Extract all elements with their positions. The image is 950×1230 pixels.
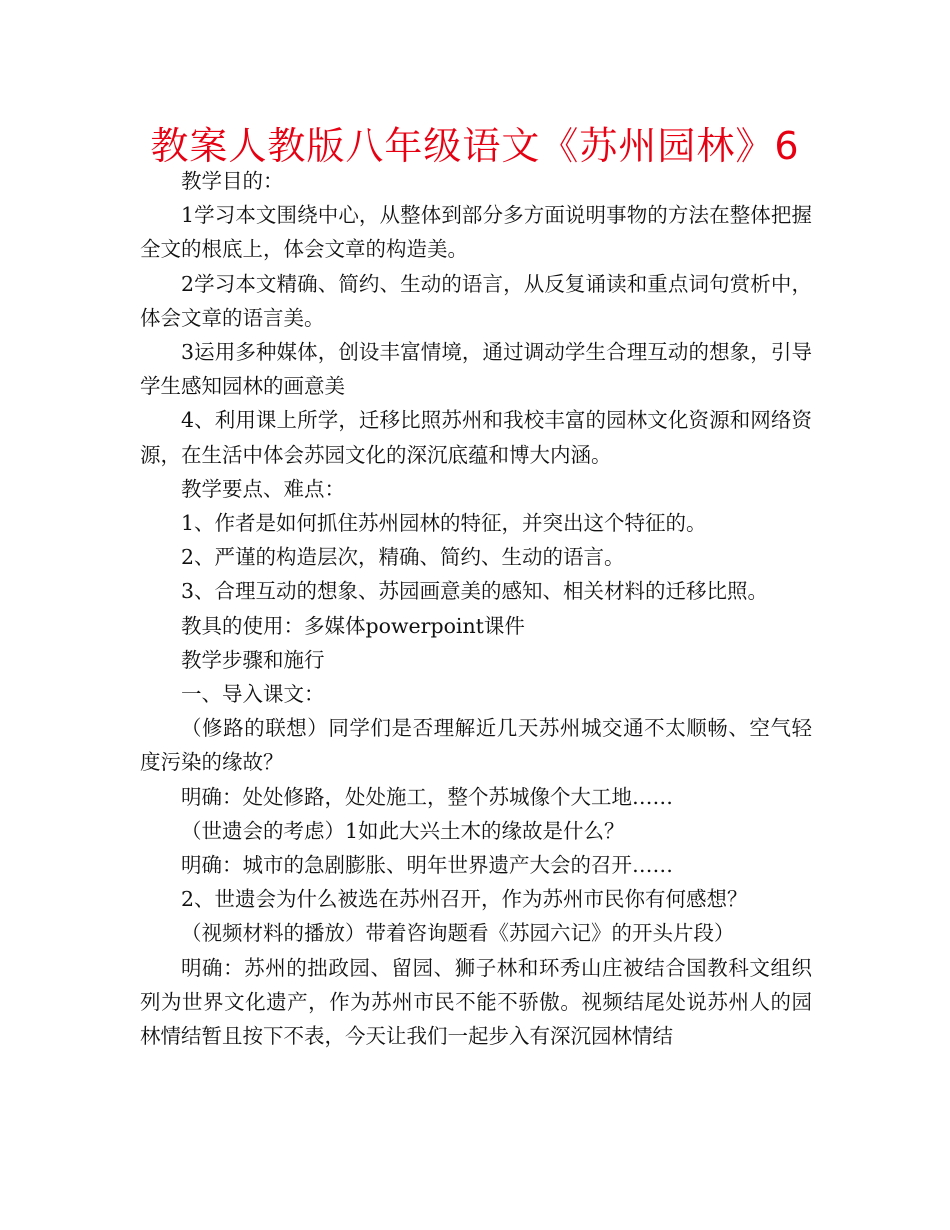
paragraph: （世遗会的考虑）1如此大兴土木的缘故是什么？ — [181, 818, 625, 843]
paragraph: 一、导入课文： — [181, 682, 325, 707]
paragraph: 教学步骤和施行 — [181, 647, 325, 672]
paragraph: 教具的使用：多媒体powerpoint课件 — [181, 613, 525, 638]
paragraph: 教学要点、难点： — [181, 476, 345, 501]
paragraph: （修路的联想）同学们是否理解近几天苏州城交通不太顺畅、空气轻度污染的缘故？ — [140, 716, 812, 775]
paragraph: 2、严谨的构造层次，精确、简约、生动的语言。 — [181, 545, 625, 570]
paragraph: 明确：苏州的拙政园、留园、狮子林和环秀山庄被结合国教科文组织列为世界文化遗产，作为苏州市民不能不骄傲。视频结尾处说苏州人的园林情结暂且按下不表，今天让我们一起步入有深沉园林情结 — [140, 955, 812, 1049]
paragraph: 教学目的： — [181, 169, 284, 193]
document-title: 教案人教版八年级语文《苏州园林》6 — [150, 124, 800, 168]
paragraph: 2学习本文精确、简约、生动的语言，从反复诵读和重点词句赏析中，体会文章的语言美。 — [140, 271, 812, 330]
paragraph: 3运用多种媒体，创设丰富情境，通过调动学生合理互动的想象，引导学生感知园林的画意美 — [140, 340, 812, 399]
paragraph: 1学习本文围绕中心，从整体到部分多方面说明事物的方法在整体把握全文的根底上，体会文章的构造美。 — [140, 203, 812, 262]
paragraph: 4、利用课上所学，迁移比照苏州和我校丰富的园林文化资源和网络资源，在生活中体会苏园文化的深沉底蕴和博大内涵。 — [140, 408, 812, 467]
paragraph: 2、世遗会为什么被选在苏州召开，作为苏州市民你有何感想？ — [181, 887, 748, 912]
document-body — [140, 164, 812, 1053]
paragraph: 明确：处处修路，处处施工，整个苏城像个大工地…… — [181, 784, 673, 809]
paragraph: 明确：城市的急剧膨胀、明年世界遗产大会的召开…… — [181, 853, 673, 878]
paragraph: 3、合理互动的想象、苏园画意美的感知、相关材料的迁移比照。 — [181, 579, 769, 604]
paragraph: 1、作者是如何抓住苏州园林的特征，并突出这个特征的。 — [181, 511, 707, 536]
paragraph: （视频材料的播放）带着咨询题看《苏园六记》的开头片段） — [181, 921, 735, 946]
